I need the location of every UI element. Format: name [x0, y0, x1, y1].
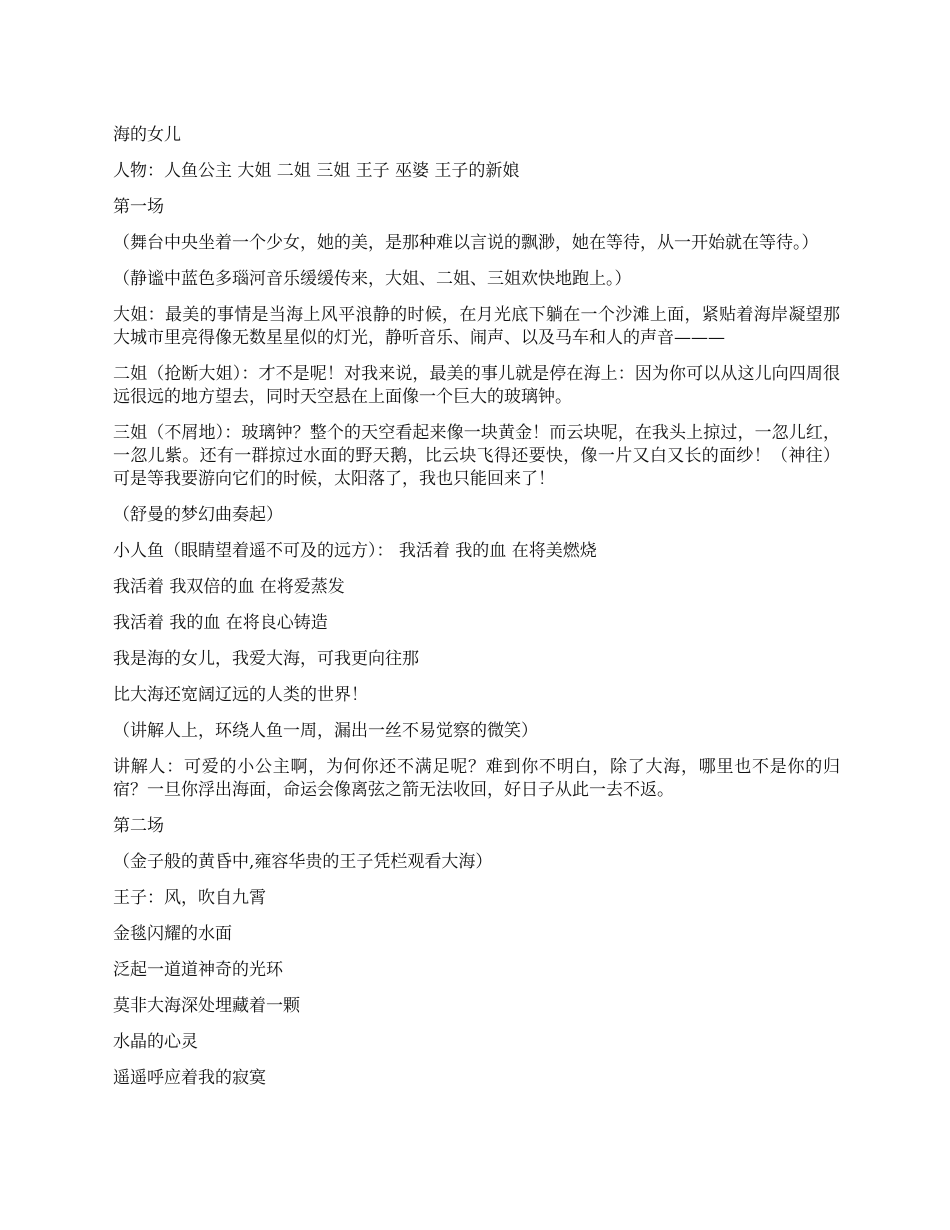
- character-list: 人物：人鱼公主 大姐 二姐 三姐 王子 巫婆 王子的新娘: [113, 161, 520, 181]
- verse-line: 我活着 我的血 在将良心铸造: [113, 613, 328, 633]
- scene-heading: 第一场: [113, 197, 164, 217]
- document-page: [113, 124, 840, 1103]
- dialogue-line: 讲解人：可爱的小公主啊，为何你还不满足呢？难到你不明白，除了大海，哪里也不是你的归宿？一旦你浮出海面，命运会像离弦之箭无法收回，好日子从此一去不返。: [113, 757, 840, 800]
- stage-direction: （舞台中央坐着一个少女，她的美，是那种难以言说的飘渺，她在等待，从一开始就在等待。）: [113, 233, 819, 253]
- verse-line: 遥遥呼应着我的寂寞: [113, 1068, 266, 1088]
- document-title: 海的女儿: [113, 125, 181, 145]
- verse-line: 金毯闪耀的水面: [113, 924, 232, 944]
- verse-line: 水晶的心灵: [113, 1032, 198, 1052]
- verse-line: 莫非大海深处埋藏着一颗: [113, 996, 300, 1016]
- dialogue-line: 二姐（抢断大姐）：才不是呢！对我来说，最美的事儿就是停在海上：因为你可以从这儿向四周很远很远的地方望去，同时天空悬在上面像一个巨大的玻璃钟。: [113, 364, 840, 407]
- verse-line: 泛起一道道神奇的光环: [113, 960, 283, 980]
- dialogue-line: 三姐（不屑地）：玻璃钟？整个的天空看起来像一块黄金！而云块呢，在我头上掠过，一忽儿红，一忽儿紫。还有一群掠过水面的野天鹅，比云块飞得还要快，像一片又白又长的面纱！（神往）可是等我要游向它们的时候，太阳落了，我也只能回来了！: [113, 423, 840, 489]
- dialogue-line: 大姐：最美的事情是当海上风平浪静的时候，在月光底下躺在一个沙滩上面，紧贴着海岸凝望那大城市里亮得像无数星星似的灯光，静听音乐、闹声、以及马车和人的声音———: [113, 305, 840, 348]
- dialogue-line: 小人鱼（眼睛望着遥不可及的远方）： 我活着 我的血 在将美燃烧: [113, 541, 597, 561]
- stage-direction: （静谧中蓝色多瑙河音乐缓缓传来，大姐、二姐、三姐欢快地跑上。）: [113, 269, 632, 289]
- verse-line: 我是海的女儿，我爱大海，可我更向往那: [113, 649, 419, 669]
- scene-heading: 第二场: [113, 816, 164, 836]
- dialogue-line: 王子：风，吹自九霄: [113, 888, 266, 908]
- stage-direction: （舒曼的梦幻曲奏起）: [113, 505, 283, 525]
- stage-direction: （金子般的黄昏中,雍容华贵的王子凭栏观看大海）: [113, 852, 493, 872]
- verse-line: 比大海还宽阔辽远的人类的世界！: [113, 685, 368, 705]
- verse-line: 我活着 我双倍的血 在将爱蒸发: [113, 577, 345, 597]
- stage-direction: （讲解人上，环绕人鱼一周，漏出一丝不易觉察的微笑）: [113, 721, 538, 741]
